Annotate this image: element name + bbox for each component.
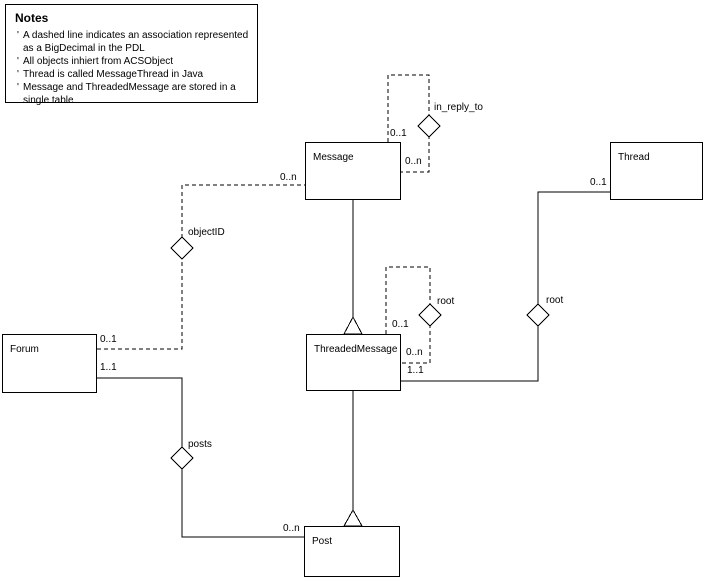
notes-line-text: as a BigDecimal in the PDL <box>23 43 145 54</box>
generalization-triangle-icon <box>344 317 362 334</box>
class-name-label: ThreadedMessage <box>314 344 398 355</box>
notes-line <box>6 94 257 107</box>
notes-line-text: Message and ThreadedMessage are stored in a <box>23 82 236 93</box>
multiplicity-label: 0..1 <box>100 334 117 345</box>
class-box-message <box>305 142 401 200</box>
association-name-label: objectID <box>188 227 225 238</box>
bullet-icon: ' <box>17 30 19 41</box>
bullet-icon: ' <box>17 82 19 93</box>
bullet-icon: ' <box>17 69 19 80</box>
association-name-label: posts <box>188 439 212 450</box>
multiplicity-label: 0..1 <box>390 128 407 139</box>
generalization-message-threadedmessage <box>344 200 362 334</box>
association-root-thread <box>401 192 610 381</box>
notes-line <box>6 29 257 42</box>
notes-line-text: Thread is called MessageThread in Java <box>23 69 204 80</box>
notes-line <box>6 68 257 81</box>
notes-box <box>5 4 258 106</box>
aggregation-diamond-icon <box>527 304 549 326</box>
multiplicity-label: 0..1 <box>392 319 409 330</box>
class-box-thread <box>610 142 703 200</box>
association-name-label: root <box>437 296 455 307</box>
multiplicity-label: 1..1 <box>100 362 117 373</box>
notes-body <box>6 29 257 107</box>
multiplicity-label: 0..1 <box>590 177 607 188</box>
generalization-triangle-icon <box>344 510 362 526</box>
multiplicity-label: 0..n <box>283 523 300 534</box>
association-name-label: in_reply_to <box>434 102 483 113</box>
generalization-threadedmessage-post <box>344 391 362 526</box>
notes-title: Notes <box>15 11 49 25</box>
notes-line-text: All objects inhiert from ACSObject <box>23 56 174 67</box>
class-name-label: Thread <box>618 152 650 163</box>
multiplicity-label: 0..n <box>280 172 297 183</box>
class-box-forum <box>2 334 97 393</box>
multiplicity-label: 0..n <box>405 156 422 167</box>
notes-line-text: A dashed line indicates an association represented <box>23 30 249 41</box>
class-name-label: Message <box>313 152 354 163</box>
notes-line <box>6 81 257 94</box>
notes-line <box>6 55 257 68</box>
aggregation-diamond-icon <box>419 304 441 326</box>
aggregation-diamond-icon <box>171 447 193 469</box>
class-box-post <box>304 526 400 577</box>
multiplicity-label: 0..n <box>406 347 423 358</box>
class-box-threadedmessage <box>306 334 401 391</box>
notes-line-text: single table <box>23 95 74 106</box>
association-name-label: root <box>546 295 564 306</box>
class-name-label: Forum <box>10 344 39 355</box>
notes-line <box>6 42 257 55</box>
association-objectid <box>97 185 305 349</box>
aggregation-diamond-icon <box>418 115 440 137</box>
bullet-icon: ' <box>17 56 19 67</box>
multiplicity-label: 1..1 <box>407 365 424 376</box>
class-name-label: Post <box>312 536 333 547</box>
aggregation-diamond-icon <box>171 237 193 259</box>
association-posts <box>97 378 304 537</box>
